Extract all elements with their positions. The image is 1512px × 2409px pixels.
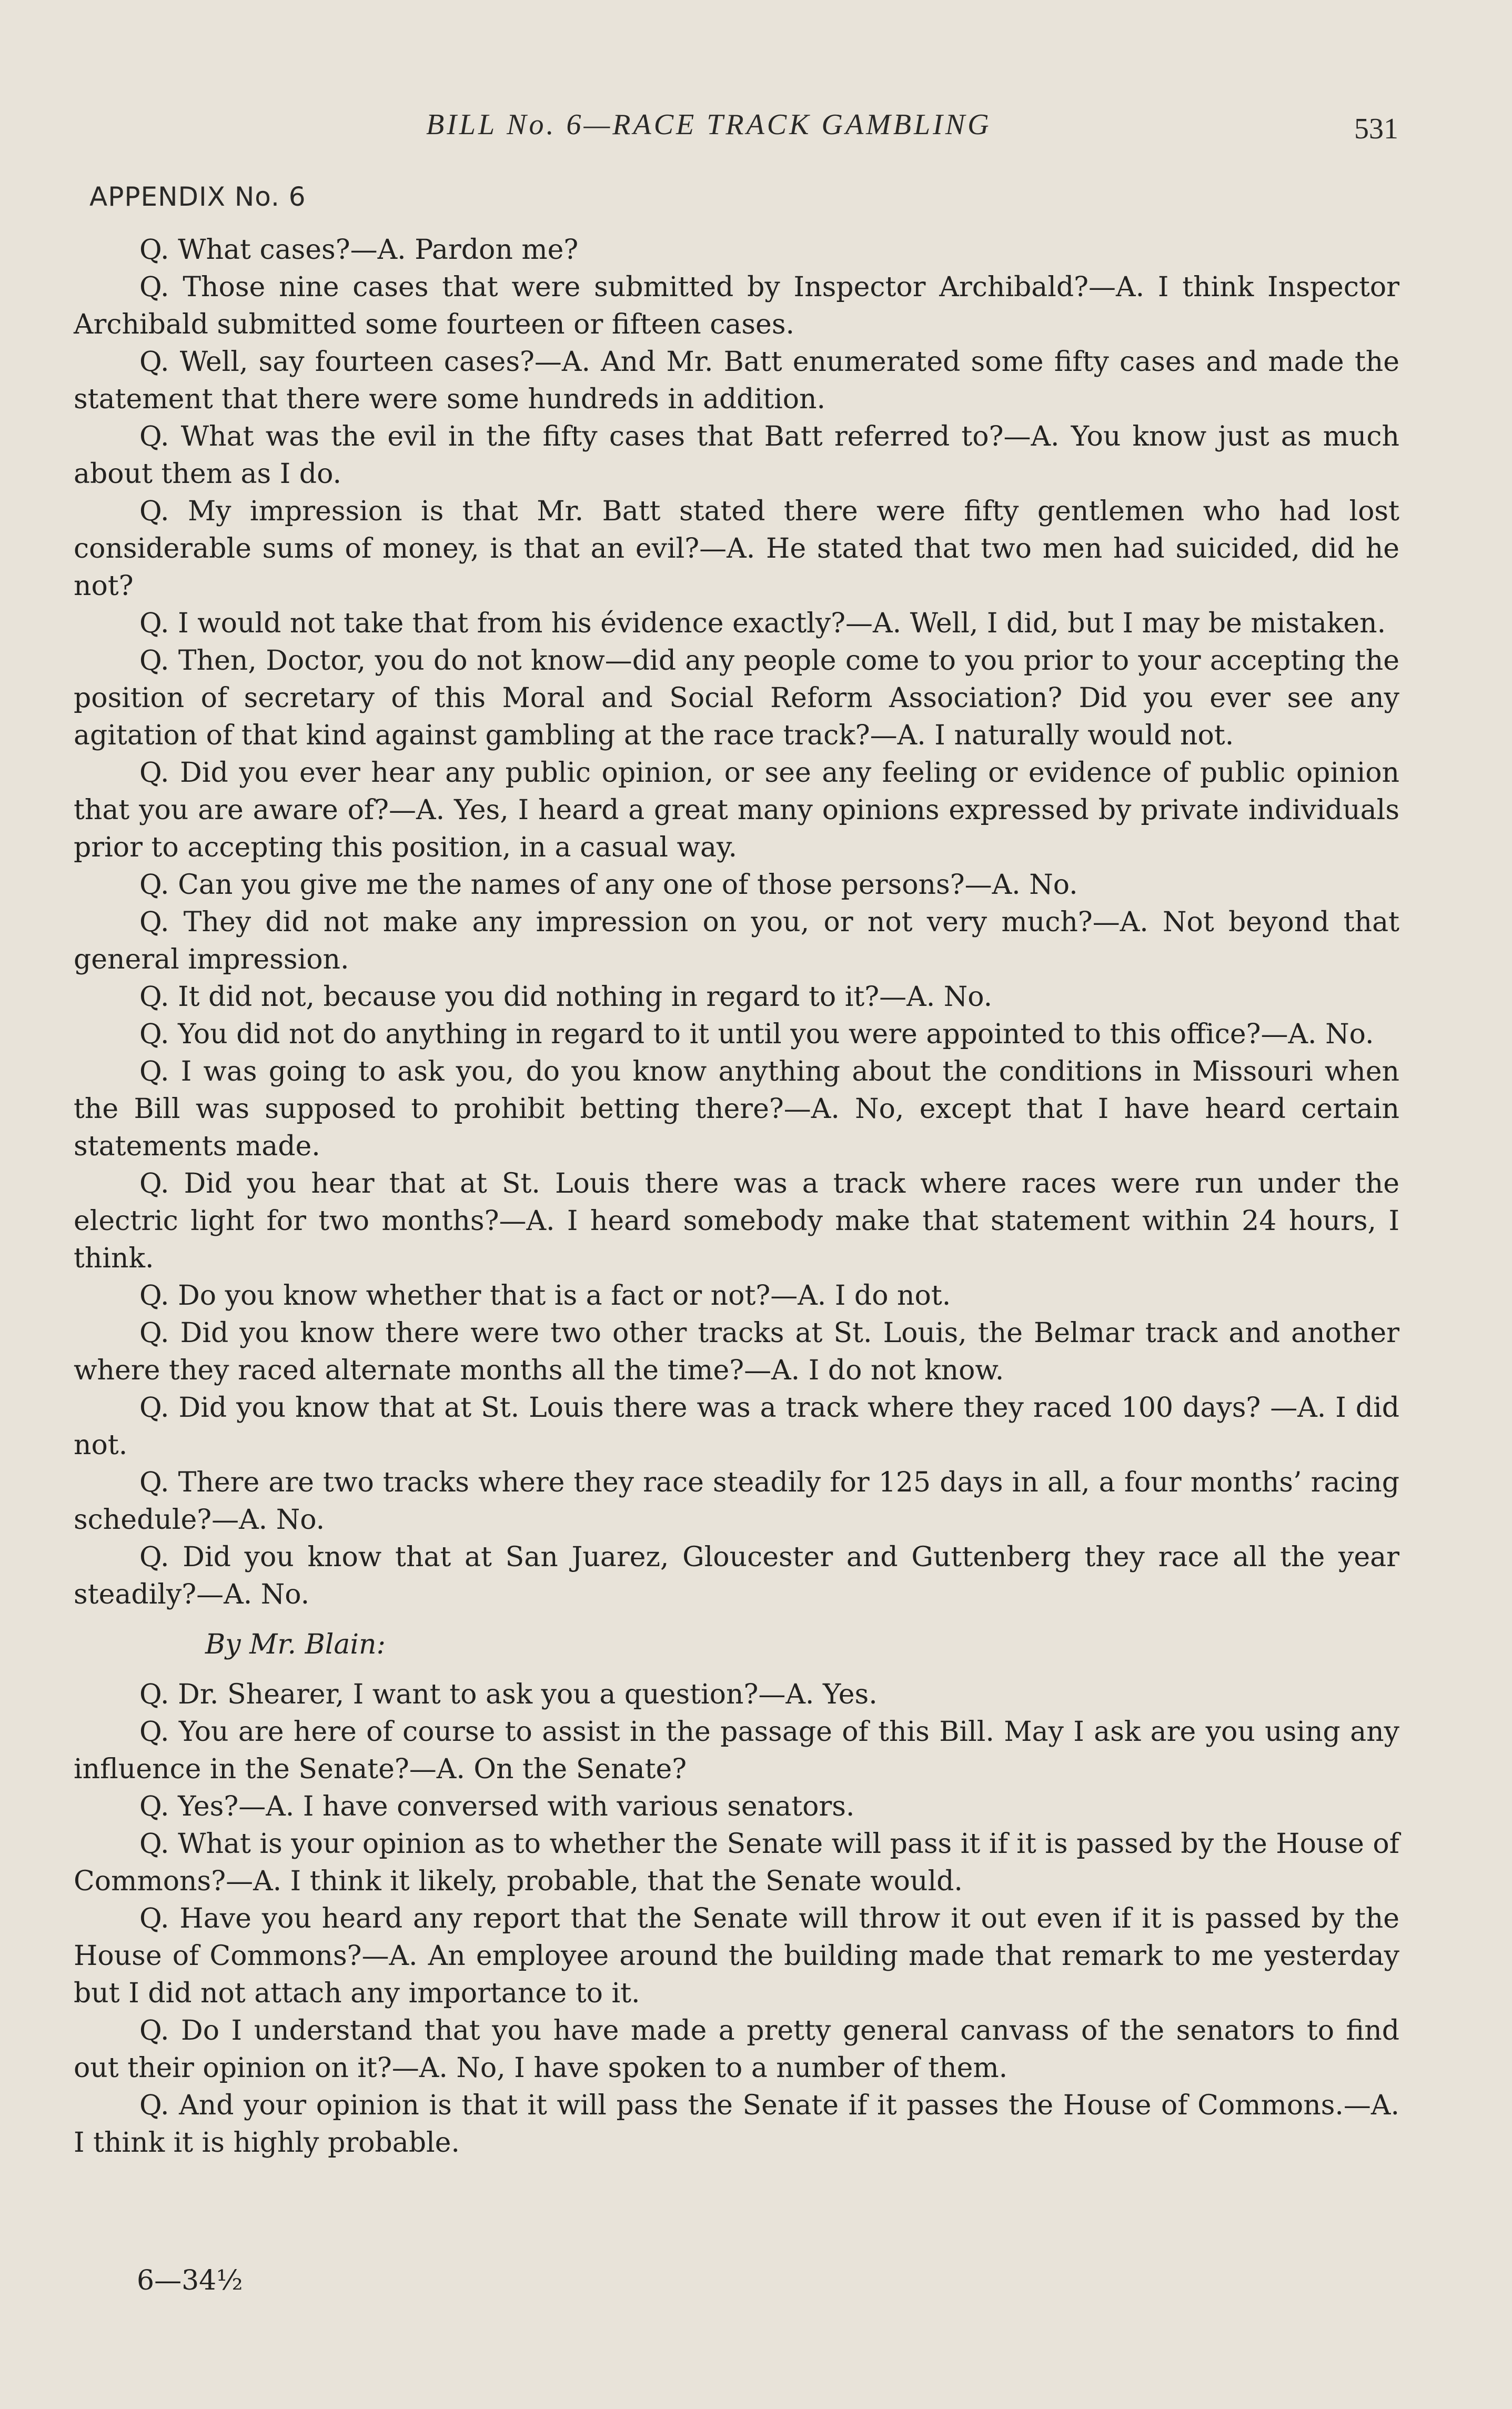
transcript-paragraph: Q. Did you know that at San Juarez, Gloucester and Guttenberg they race all the year steadily?—A. No. [74, 1541, 1399, 1610]
transcript-paragraph: Q. Dr. Shearer, I want to ask you a question?—A. Yes. [139, 1679, 878, 1710]
transcript-paragraph: Q. You did not do anything in regard to it until you were appointed to this office?—A. No. [139, 1019, 1374, 1050]
transcript-paragraph: Q. They did not make any impression on you, or not very much?—A. Not beyond that general impression. [74, 906, 1399, 975]
transcript-paragraph: Q. My impression is that Mr. Batt stated there were fifty gentlemen who had lost considerable sums of money, is that an evil?—A. He stated that two men had suicided, did he not? [74, 496, 1399, 602]
transcript-paragraph: Q. And your opinion is that it will pass the Senate if it passes the House of Commons.—A. I think it is highly probable. [74, 2090, 1399, 2159]
transcript-paragraph: Q. It did not, because you did nothing in regard to it?—A. No. [139, 981, 993, 1013]
transcript-paragraph: Q. Do I understand that you have made a pretty general canvass of the senators to find out their opinion on it?—A. No, I have spoken to a number of them. [74, 2015, 1399, 2084]
transcript-paragraph: Q. Did you ever hear any public opinion, or see any feeling or evidence of public opinion that you are aware of?—A. Yes, I heard a great many opinions expressed by private individuals prior to accepting this position, in a casual way. [74, 757, 1399, 863]
transcript-paragraph: Q. Did you hear that at St. Louis there was a track where races were run under the electric light for two months?—A. I heard somebody make that statement within 24 hours, I think. [74, 1168, 1399, 1274]
transcript-paragraph: Q. Yes?—A. I have conversed with various senators. [139, 1791, 855, 1822]
transcript-paragraph: Q. Have you heard any report that the Senate will throw it out even if it is passed by the House of Commons?—A. An employee around the building made that remark to me yesterday but I did not attach any importance to it. [74, 1903, 1399, 2009]
page-number: 531 [1354, 113, 1398, 145]
transcript-paragraph: Q. Well, say fourteen cases?—A. And Mr. Batt enumerated some fifty cases and made the statement that there were some hundreds in addition. [74, 346, 1399, 415]
transcript-paragraph: Q. I would not take that from his évidence exactly?—A. Well, I did, but I may be mistaken. [139, 608, 1386, 639]
transcript-paragraph: Q. Do you know whether that is a fact or not?—A. I do not. [139, 1280, 951, 1312]
transcript-paragraph: Q. Did you know that at St. Louis there was a track where they raced 100 days? —A. I did not. [74, 1392, 1399, 1461]
transcript-paragraph: Q. What was the evil in the fifty cases that Batt referred to?—A. You know just as much about them as I do. [74, 421, 1399, 490]
transcript-paragraph: Q. I was going to ask you, do you know anything about the conditions in Missouri when the Bill was supposed to prohibit betting there?—A. No, except that I have heard certain statements made. [74, 1056, 1399, 1162]
transcript-paragraph: Q. You are here of course to assist in the passage of this Bill. May I ask are you using any influence in the Senate?—A. On the Senate? [74, 1716, 1399, 1785]
running-head: BILL No. 6—RACE TRACK GAMBLING [426, 108, 992, 141]
transcript-paragraph: Q. What cases?—A. Pardon me? [139, 234, 579, 266]
signature-mark: 6—34½ [137, 2265, 243, 2296]
transcript-paragraph: Q. Then, Doctor, you do not know—did any people come to you prior to your accepting the position of secretary of this Moral and Social Reform Association? Did you ever see any agitation of that kind against gambling at the race track?—A. I naturally would not. [74, 645, 1399, 751]
transcript-paragraph: Q. There are two tracks where they race steadily for 125 days in all, a four months’ racing schedule?—A. No. [74, 1467, 1399, 1536]
transcript-paragraph: Q. Those nine cases that were submitted by Inspector Archibald?—A. I think Inspector Archibald submitted some fourteen or fifteen cases. [74, 271, 1399, 340]
appendix-label: APPENDIX No. 6 [89, 182, 306, 212]
transcript-paragraph: Q. Did you know there were two other tracks at St. Louis, the Belmar track and another where they raced alternate months all the time?—A. I do not know. [74, 1317, 1399, 1386]
transcript-paragraph: Q. Can you give me the names of any one of those persons?—A. No. [139, 869, 1078, 901]
transcript-paragraph: Q. What is your opinion as to whether the Senate will pass it if it is passed by the House of Commons?—A. I think it likely, probable, that the Senate would. [74, 1828, 1399, 1897]
speaker-heading: By Mr. Blain: [205, 1629, 386, 1660]
transcript-body [74, 231, 1399, 2162]
